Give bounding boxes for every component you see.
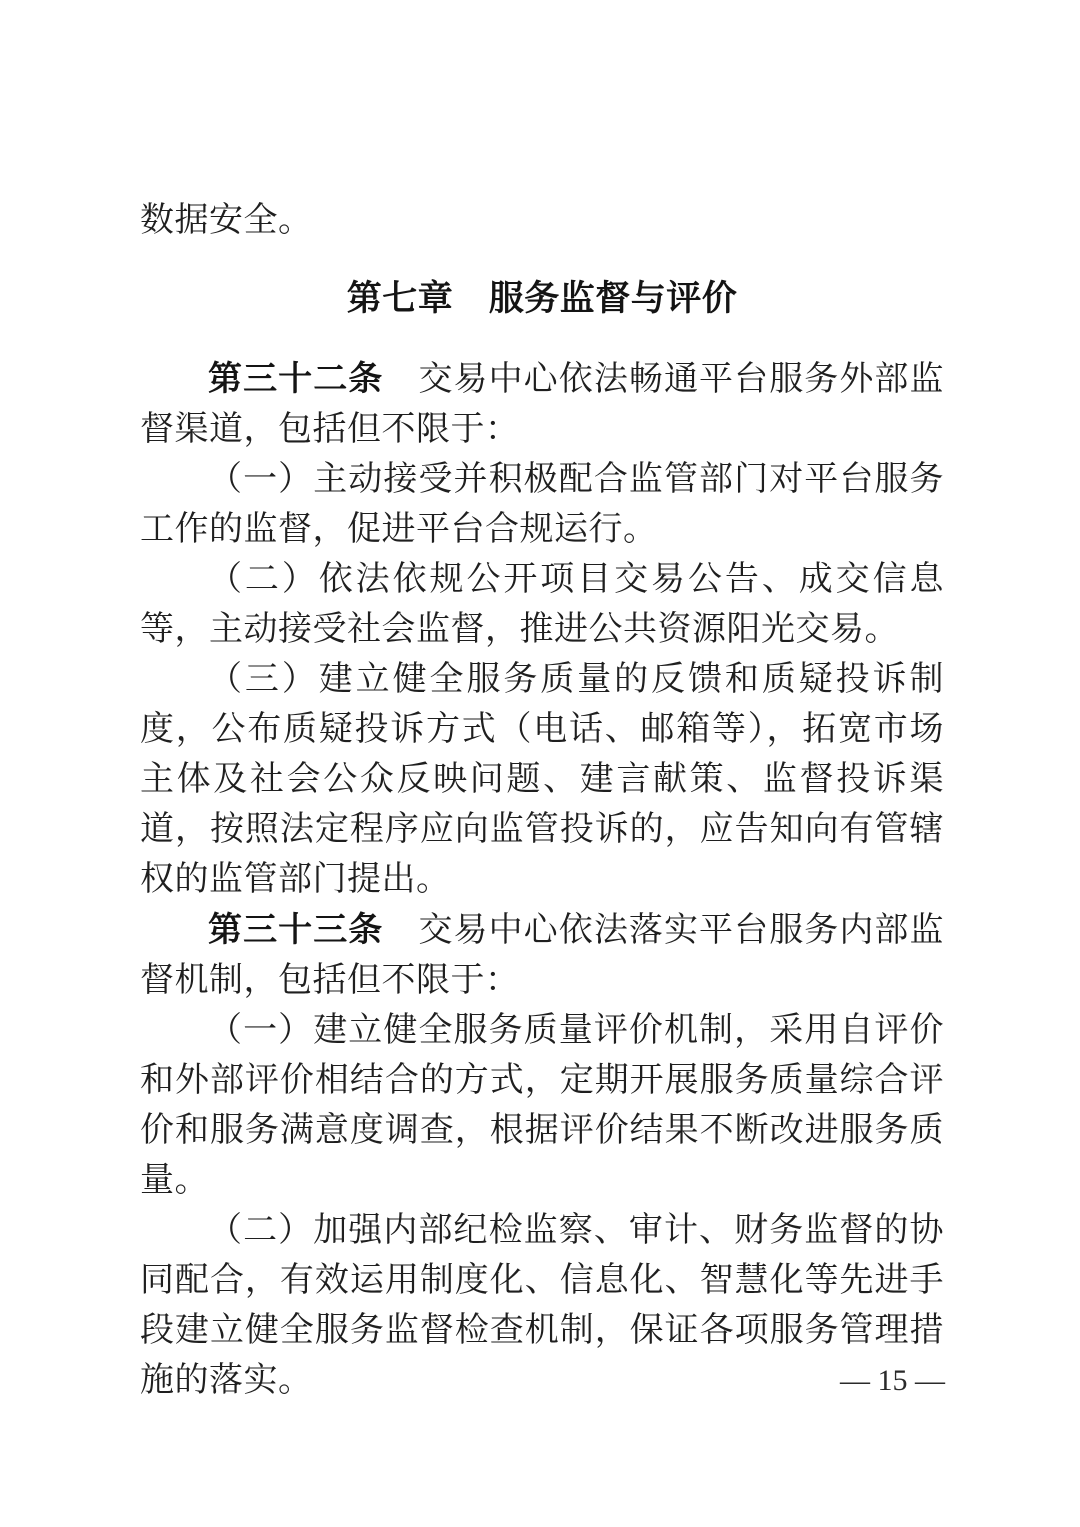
chapter-heading: 第七章 服务监督与评价 <box>346 279 738 318</box>
continuation-text: 数据安全。 <box>140 202 313 239</box>
article-33-item-1 <box>140 1006 944 1206</box>
article-33-text: 交易中心依法落实平台服务内部监督机制，包括但不限于： <box>140 912 944 999</box>
article-32-item-3-text: （三）建立健全服务质量的反馈和质疑投诉制度，公布质疑投诉方式（电话、邮箱等），拓宽市场主体及社会公众反映问题、建言献策、监督投诉渠道，按照法定程序应向监管投诉的，应告知向有管辖权的监管部门提出。 <box>140 661 944 898</box>
article-32-item-2 <box>140 555 944 655</box>
article-33-item-2 <box>140 1206 944 1406</box>
article-32-item-1-text: （一）主动接受并积极配合监管部门对平台服务工作的监督，促进平台合规运行。 <box>140 461 944 548</box>
page-number: — 15 — <box>840 1364 945 1397</box>
article-33-number: 第三十三条 <box>208 911 384 949</box>
article-32-item-1 <box>140 455 944 555</box>
article-33-item-2-text: （二）加强内部纪检监察、审计、财务监督的协同配合，有效运用制度化、信息化、智慧化等先进手段建立健全服务监督检查机制，保证各项服务管理措施的落实。 <box>140 1212 944 1399</box>
article-32-text: 交易中心依法畅通平台服务外部监督渠道，包括但不限于： <box>140 361 944 448</box>
article-33-item-1-text: （一）建立健全服务质量评价机制，采用自评价和外部评价相结合的方式，定期开展服务质量综合评价和服务满意度调查，根据评价结果不断改进服务质量。 <box>140 1012 944 1199</box>
article-33-paragraph <box>140 905 944 1006</box>
article-32-paragraph <box>140 354 944 455</box>
continuation-paragraph <box>140 196 944 246</box>
article-32-item-2-text: （二）依法依规公开项目交易公告、成交信息等，主动接受社会监督，推进公共资源阳光交易。 <box>140 561 944 648</box>
article-32-item-3 <box>140 655 944 905</box>
article-32-number: 第三十二条 <box>208 360 384 398</box>
